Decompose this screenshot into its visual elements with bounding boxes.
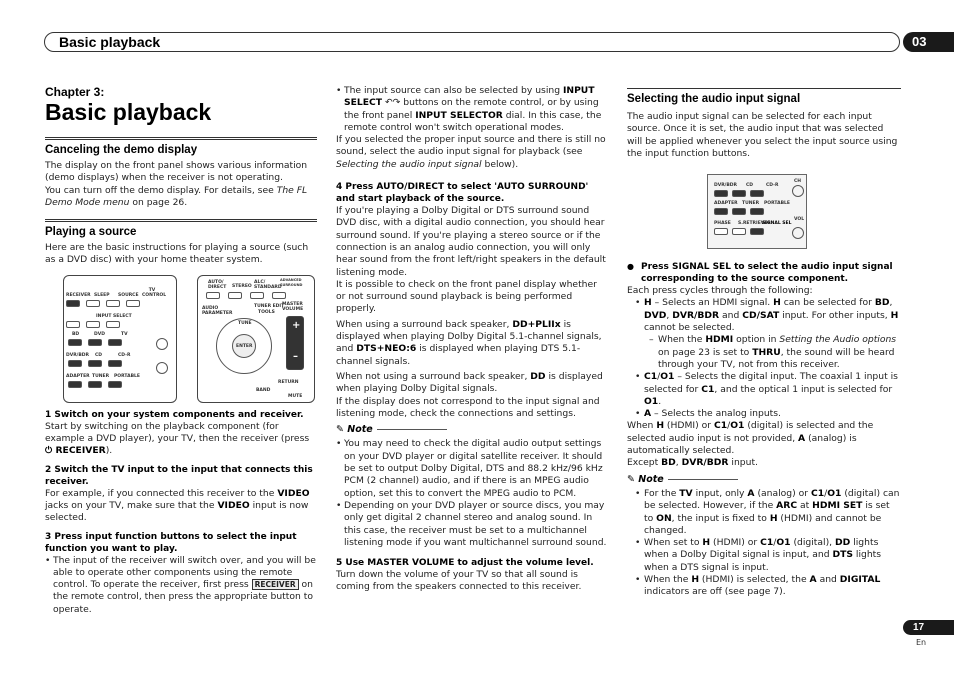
header-bar	[44, 32, 900, 52]
chapter-tab: 03	[903, 32, 954, 52]
option-h: • H – Selects an HDMI signal. H can be selected for BD, DVD, DVR/BDR and CD/SAT input. For other inputs, H cannot be selected.	[635, 297, 901, 334]
step-4-p5: If the display does not correspond to the input signal and listening mode, check the connections and settings.	[336, 395, 600, 419]
signal-heading: Selecting the audio input signal	[627, 88, 901, 106]
page-number: 17	[903, 620, 954, 635]
signal-step-title: ● Press SIGNAL SEL to select the audio input signal corresponding to the source component.	[627, 261, 901, 285]
step-3-bullet: • The input of the receiver will switch over, and you will be able to operate other components using the remote control. To operate the receiver, first press RECEIVER on the remote control, then press the appropriate button to operate.	[45, 555, 317, 616]
chapter-title: Basic playback	[45, 99, 212, 125]
language-code: En	[916, 638, 927, 647]
step-3-title: 3 Press input function buttons to select the input function you want to play.	[45, 531, 297, 554]
playing-heading: Playing a source	[45, 219, 317, 239]
receiver-button-label: RECEIVER	[252, 579, 299, 590]
note-item-1: • You may need to check the digital audio output settings on your DVD player or digital satellite receiver. It should be set to output Dolby Digital, DTS and 88.2 kHz/96 kHz PCM (2 channel) audio, and if there is an MPEG audio option, set this to convert the MPEG audio to PCM.	[336, 438, 608, 499]
step-5-title: 5 Use MASTER VOLUME to adjust the volume level.	[336, 558, 594, 569]
step-2-text: For example, if you connected this receiver to the VIDEO jacks on your TV, make sure that the VIDEO input is now selected.	[45, 487, 310, 524]
column-left	[45, 85, 317, 616]
step-4-title: 4 Press AUTO/DIRECT to select 'AUTO SURROUND' and start playback of the source.	[336, 182, 589, 205]
note-right-3: • When the H (HDMI) is selected, the A and DIGITAL indicators are off (see page 7).	[635, 574, 901, 599]
input-select-bullet: • The input source can also be selected by using INPUT SELECT ↶↷ buttons on the remote control, or by using the front panel INPUT SELECTOR dial. In this case, the remote control won't switch operational modes.	[336, 85, 608, 134]
remote-right-panel: AUTO/ DIRECT STEREO ALC/ STANDARD ADVANCED SURROUND MASTER VOLUME AUDIO PARAMETER TUNER EDIT TOOLS TUNE ENTER + – BAND RETURN MUTE	[197, 275, 315, 403]
hdmi-note: – When the HDMI option in Setting the Audio options on page 23 is set to THRU, the sound will be heard through your TV, not from this receiver.	[649, 334, 901, 371]
note-heading-right: ✎ Note	[627, 474, 901, 486]
remote-illustration	[45, 275, 317, 403]
step-1-title: 1 Switch on your system components and receiver.	[45, 409, 304, 420]
signal-cycle: Each press cycles through the following:	[627, 285, 813, 297]
auto-select-paragraph: When H (HDMI) or C1/O1 (digital) is selected and the selected audio input is not provided, A (analog) is automatically selected.	[627, 420, 874, 457]
chapter-label: Chapter 3:	[45, 85, 105, 99]
no-sound-paragraph: If you selected the proper input source and there is still no sound, select the audio input signal for playback (see Selecting the audio input signal below).	[336, 134, 606, 170]
step-5-text: Turn down the volume of your TV so that all sound is coming from the speakers connected to this receiver.	[336, 569, 582, 593]
playing-intro: Here are the basic instructions for playing a source (such as a DVD disc) with your home theater system.	[45, 242, 309, 266]
header-title: Basic playback	[59, 34, 161, 50]
pencil-icon: ✎	[627, 473, 639, 485]
demo-paragraph-1: The display on the front panel shows various information (demo displays) when the receiver is not operating.	[45, 160, 308, 184]
demo-heading: Canceling the demo display	[45, 137, 317, 157]
signal-link[interactable]: Selecting the audio input signal	[336, 158, 482, 170]
demo-paragraph-2: You can turn off the demo display. For details, see The FL Demo Mode menu on page 26.	[45, 184, 308, 208]
step-4-p3: When using a surround back speaker, DD+PLIIx is displayed when playing Dolby Digital 5.1-channel signals, and DTS+NEO:6 is displayed when playing DTS 5.1-channel signals.	[336, 318, 602, 367]
option-c1-o1: • C1/O1 – Selects the digital input. The coaxial 1 input is selected for C1, and the optical 1 input is selected for O1.	[635, 371, 901, 408]
signal-illustration: DVR/BDR CD CD-R CH ADAPTER TUNER PORTABLE PHASE S.RETRIEVER SIGNAL SEL VOL	[707, 174, 807, 249]
note-item-2: • Depending on your DVD player or source discs, you may only get digital 2 channel stereo and analog sound. In this case, the receiver must be set to a multichannel listening mode if you want multichannel surround sound.	[336, 500, 608, 549]
signal-intro: The audio input signal can be selected for each input source. Once it is set, the audio input that was selected will be applied whenever you select the input source using the input function buttons.	[627, 111, 898, 159]
note-heading: ✎ Note	[336, 424, 608, 436]
pencil-icon: ✎	[336, 424, 348, 436]
column-right	[627, 88, 901, 599]
column-middle	[336, 85, 608, 594]
note-right-2: • When set to H (HDMI) or C1/O1 (digital), DD lights when a Dolby Digital signal is input, and DTS lights when a DTS signal is input.	[635, 537, 901, 574]
step-2-title: 2 Switch the TV input to the input that connects this receiver.	[45, 464, 313, 487]
note-right-1: • For the TV input, only A (analog) or C1/O1 (digital) can be selected. However, if the ARC at HDMI SET is set to ON, the input is fixed to H (HDMI) and cannot be changed.	[635, 488, 901, 537]
step-4-p2: It is possible to check on the front panel display whether or not surround sound playback is being performed properly.	[336, 278, 597, 315]
option-a: • A – Selects the analog inputs.	[635, 408, 901, 420]
step-1-text: Start by switching on the playback component (for example a DVD player), your TV, then the receiver (press ⏻ RECEIVER).	[45, 420, 310, 457]
arrow-icons: ↶↷	[384, 97, 401, 109]
except-paragraph: Except BD, DVR/BDR input.	[627, 457, 758, 469]
demo-link[interactable]: The FL Demo Mode menu	[45, 184, 308, 208]
step-4-p4: When not using a surround back speaker, DD is displayed when playing Dolby Digital signals.	[336, 370, 603, 395]
step-4-p1: If you're playing a Dolby Digital or DTS surround sound DVD disc, with a digital audio connection, you should hear surround sound. If you're playing a stereo source or if the connection is an analog audio connection, you will only hear sound from the front left/right speakers in the default listening mode.	[336, 205, 606, 278]
remote-left-panel: RECEIVER SLEEP SOURCE TV CONTROL INPUT SELECT BD DVD TV DVR/BDR CD CD-R ADAPTER TUNER PORTABLE	[63, 275, 177, 403]
